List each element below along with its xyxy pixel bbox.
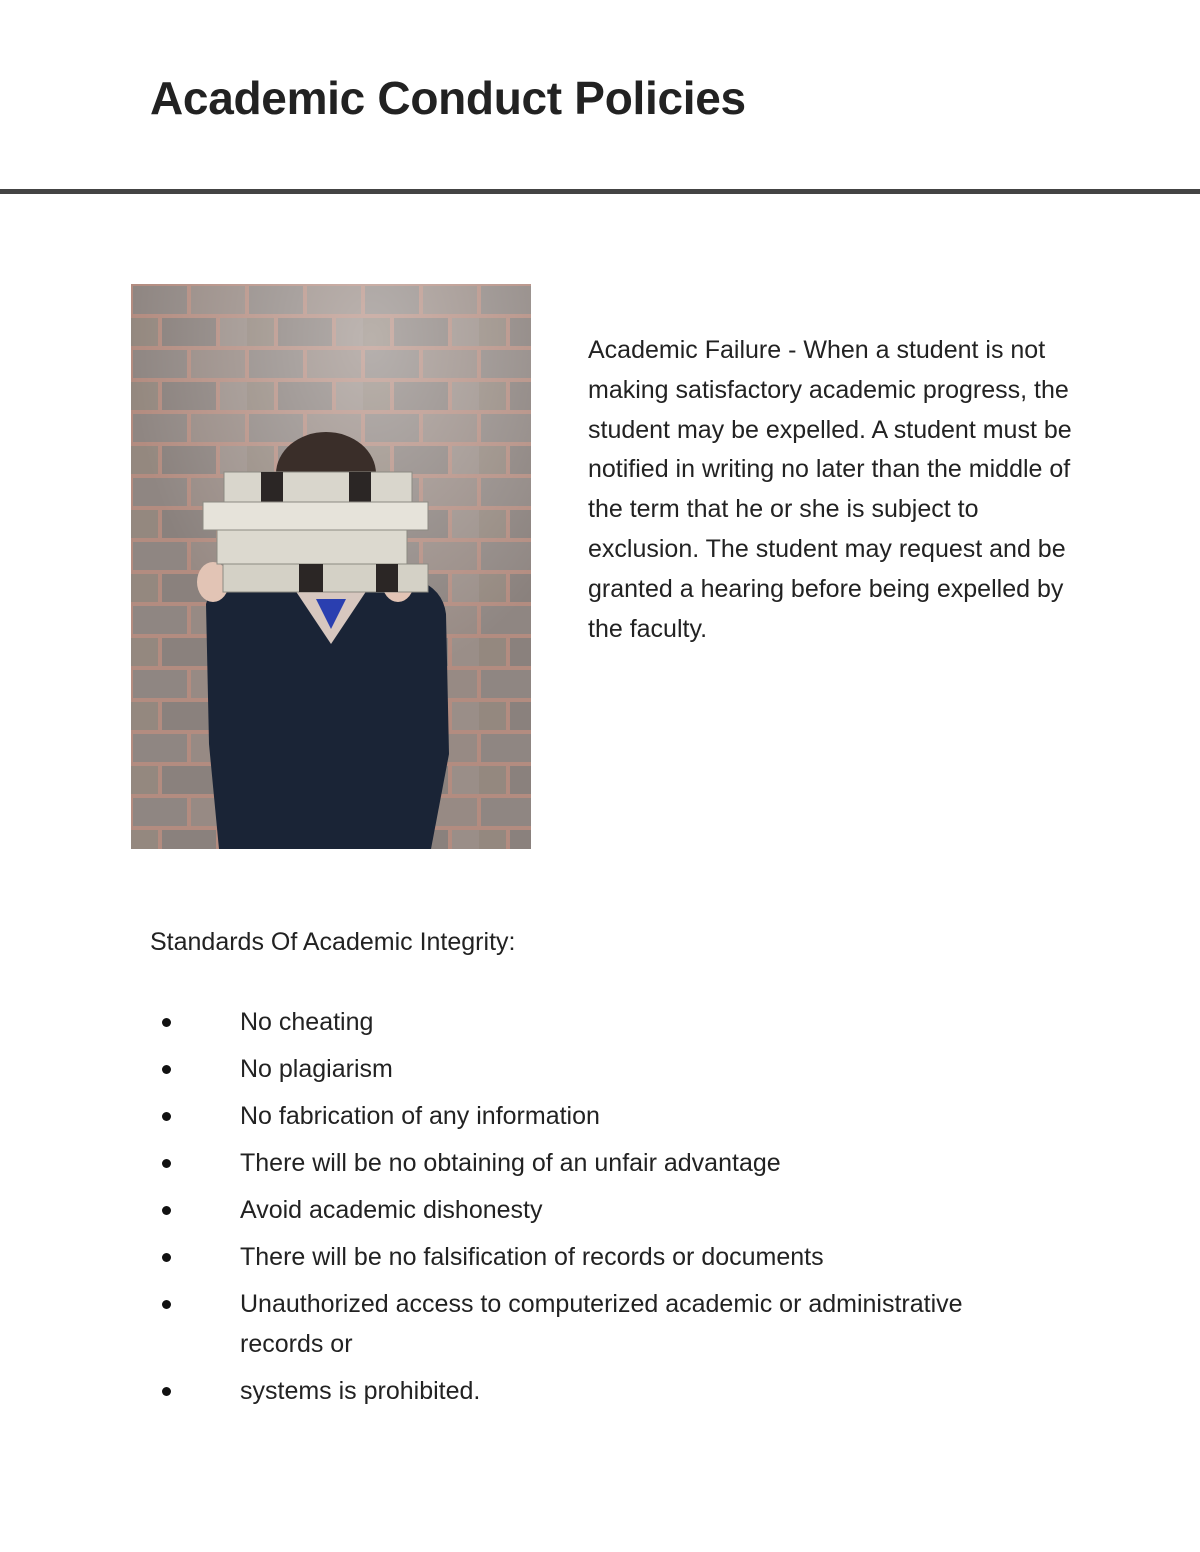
person-holding-books-photo (131, 284, 531, 849)
list-item: No cheating (150, 1003, 1050, 1043)
standards-heading: Standards Of Academic Integrity: (150, 928, 516, 956)
list-item: There will be no falsification of records or documents (150, 1238, 1050, 1278)
header-divider (0, 189, 1200, 194)
bullet-icon (162, 1112, 171, 1121)
bullet-icon (162, 1159, 171, 1168)
bullet-icon (162, 1253, 171, 1262)
list-item: Unauthorized access to computerized academic or administrative records or (150, 1285, 1050, 1364)
list-item: No plagiarism (150, 1050, 1050, 1090)
list-item: No fabrication of any information (150, 1097, 1050, 1137)
list-item: There will be no obtaining of an unfair advantage (150, 1144, 1050, 1184)
bullet-icon (162, 1300, 171, 1309)
bullet-icon (162, 1206, 171, 1215)
bullet-icon (162, 1065, 171, 1074)
bullet-icon (162, 1387, 171, 1396)
list-item: Avoid academic dishonesty (150, 1191, 1050, 1231)
standards-list (150, 1003, 1050, 1419)
page-title: Academic Conduct Policies (150, 72, 746, 124)
list-item: systems is prohibited. (150, 1372, 1050, 1412)
academic-failure-paragraph: Academic Failure - When a student is not making satisfactory academic progress, the student may be expelled. A student must be notified in writing no later than the middle of the term that he or she is subject to exclusion. The student may request and be granted a hearing before being expelled by the faculty. (588, 336, 1072, 643)
bullet-icon (162, 1018, 171, 1027)
